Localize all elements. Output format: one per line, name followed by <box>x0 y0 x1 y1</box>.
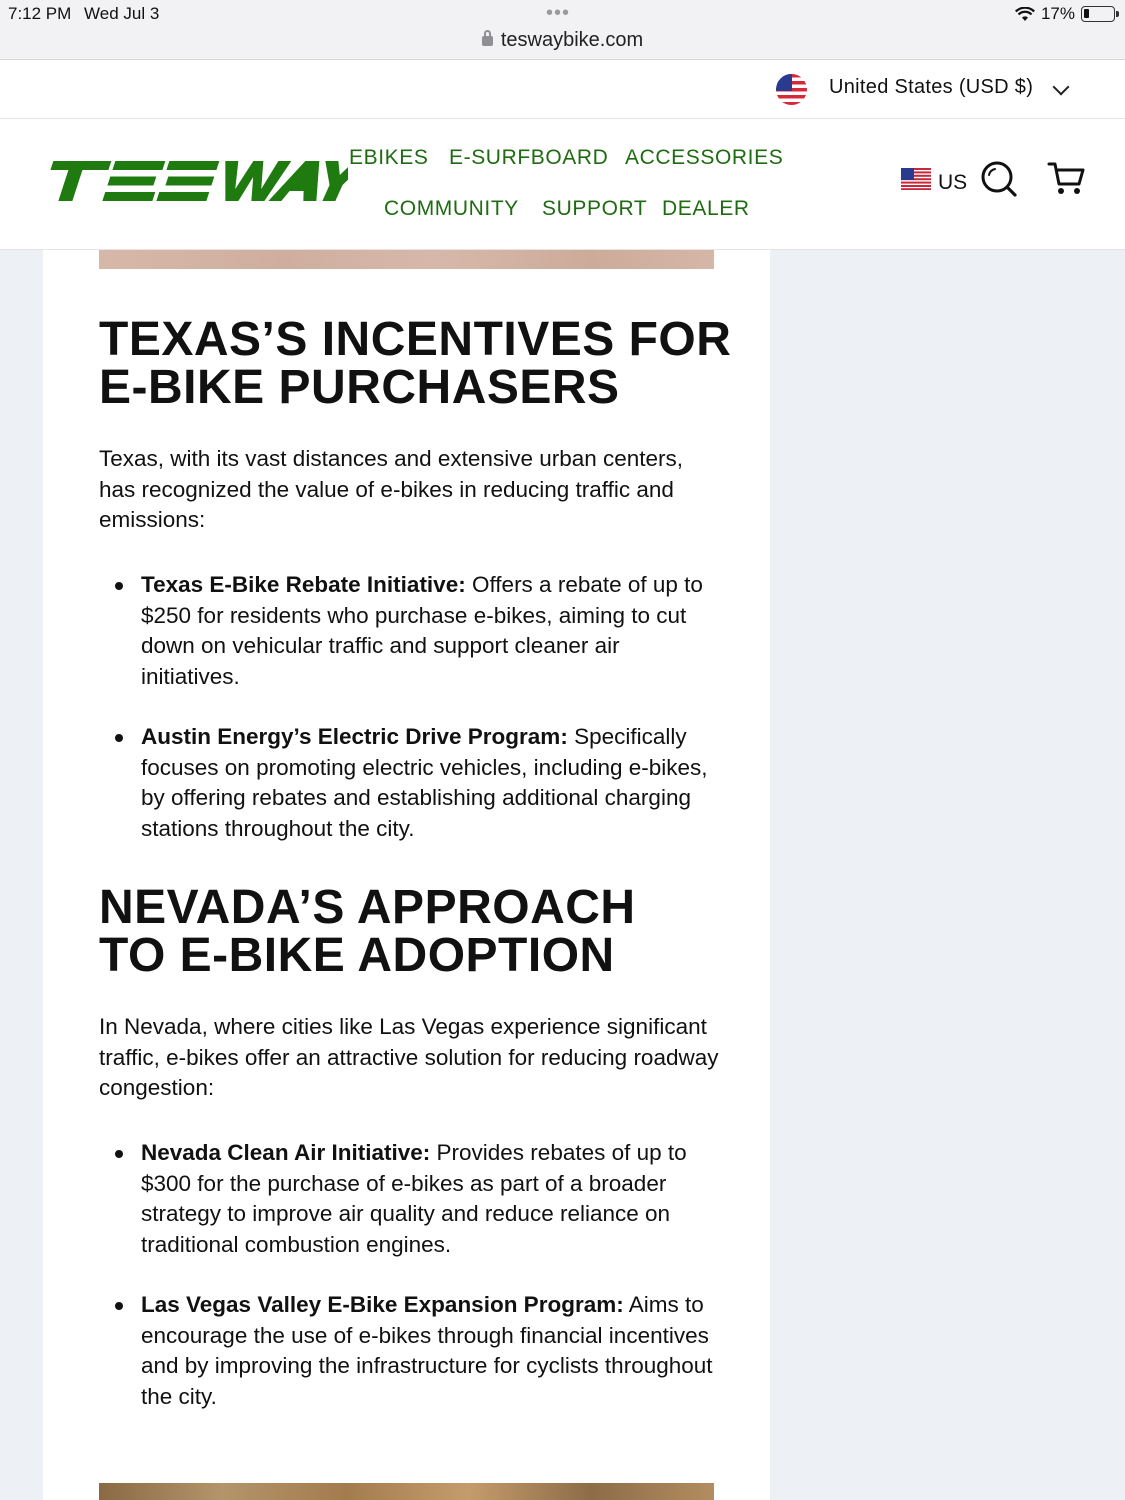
section-heading-nevada <box>99 881 739 982</box>
item-text: Specifically focuses on promoting electric vehicles, including e-bikes, by offering rebates and establishing additional charging stations throughout the city. <box>141 724 708 841</box>
nav-community[interactable]: COMMUNITY <box>384 197 519 220</box>
browser-status-bar <box>0 0 1125 60</box>
section-heading-texas <box>99 313 739 414</box>
heading-line: TEXAS’S INCENTIVES FOR <box>99 313 732 366</box>
nav-ebikes[interactable]: EBIKES <box>349 146 429 169</box>
section-intro-texas: Texas, with its vast distances and extensive urban centers, has recognized the value of e-bikes in reducing traffic and emissions: <box>99 446 684 532</box>
address-bar[interactable] <box>0 29 1125 52</box>
item-title: Nevada Clean Air Initiative: <box>141 1140 431 1165</box>
tesway-logo[interactable] <box>40 159 348 203</box>
incentive-list-nevada <box>99 1138 719 1442</box>
item-text: Aims to encourage the use of e-bikes through financial incentives and by improving the infrastructure for cyclists throughout the city. <box>141 1292 713 1409</box>
article-image-top <box>99 250 714 269</box>
battery-icon <box>1081 6 1115 22</box>
heading-line: TO E-BIKE ADOPTION <box>99 929 615 982</box>
heading-line: NEVADA’S APPROACH <box>99 881 636 934</box>
country-currency-selector[interactable]: United States (USD $) <box>829 76 1034 98</box>
status-date: Wed Jul 3 <box>84 4 160 23</box>
article-card <box>43 250 770 1500</box>
list-item <box>99 1290 719 1412</box>
region-label[interactable]: US <box>938 171 968 194</box>
us-flag-icon[interactable] <box>901 168 931 190</box>
list-item <box>99 1138 719 1260</box>
tab-overview-dots-icon[interactable]: ••• <box>546 2 571 24</box>
lock-icon <box>482 36 493 46</box>
item-title: Las Vegas Valley E-Bike Expansion Program: <box>141 1292 624 1317</box>
list-item <box>99 570 719 692</box>
item-text: Offers a rebate of up to $250 for residents who purchase e-bikes, aiming to cut down on vehicular traffic and support cleaner air initiatives. <box>141 572 703 689</box>
list-item <box>99 722 719 844</box>
article-image-bottom <box>99 1483 714 1500</box>
country-bar <box>0 60 1125 119</box>
nav-support[interactable]: SUPPORT <box>542 197 648 220</box>
item-title: Texas E-Bike Rebate Initiative: <box>141 572 466 597</box>
battery-percent: 17% <box>1040 4 1075 23</box>
search-icon[interactable] <box>980 160 1018 198</box>
status-time: 7:12 PM <box>8 4 72 23</box>
section-intro-nevada: In Nevada, where cities like Las Vegas experience significant traffic, e-bikes offer an attractive solution for reducing roadway congestion: <box>99 1014 719 1100</box>
nav-accessories[interactable]: ACCESSORIES <box>625 146 784 169</box>
item-text: Provides rebates of up to $300 for the purchase of e-bikes as part of a broader strategy to improve air quality and reduce reliance on traditional combustion engines. <box>141 1140 687 1257</box>
cart-icon[interactable] <box>1047 160 1087 198</box>
item-title: Austin Energy’s Electric Drive Program: <box>141 724 568 749</box>
site-header <box>0 119 1125 250</box>
chevron-down-icon[interactable] <box>1053 79 1070 96</box>
us-flag-round-icon <box>776 74 807 105</box>
url-text: teswaybike.com <box>500 29 644 51</box>
incentive-list-texas <box>99 570 719 874</box>
wifi-icon <box>1015 7 1035 22</box>
nav-e-surfboard[interactable]: E-SURFBOARD <box>449 146 609 169</box>
status-indicators <box>1015 4 1115 24</box>
heading-line: E-BIKE PURCHASERS <box>99 361 620 414</box>
nav-dealer[interactable]: DEALER <box>662 197 750 220</box>
